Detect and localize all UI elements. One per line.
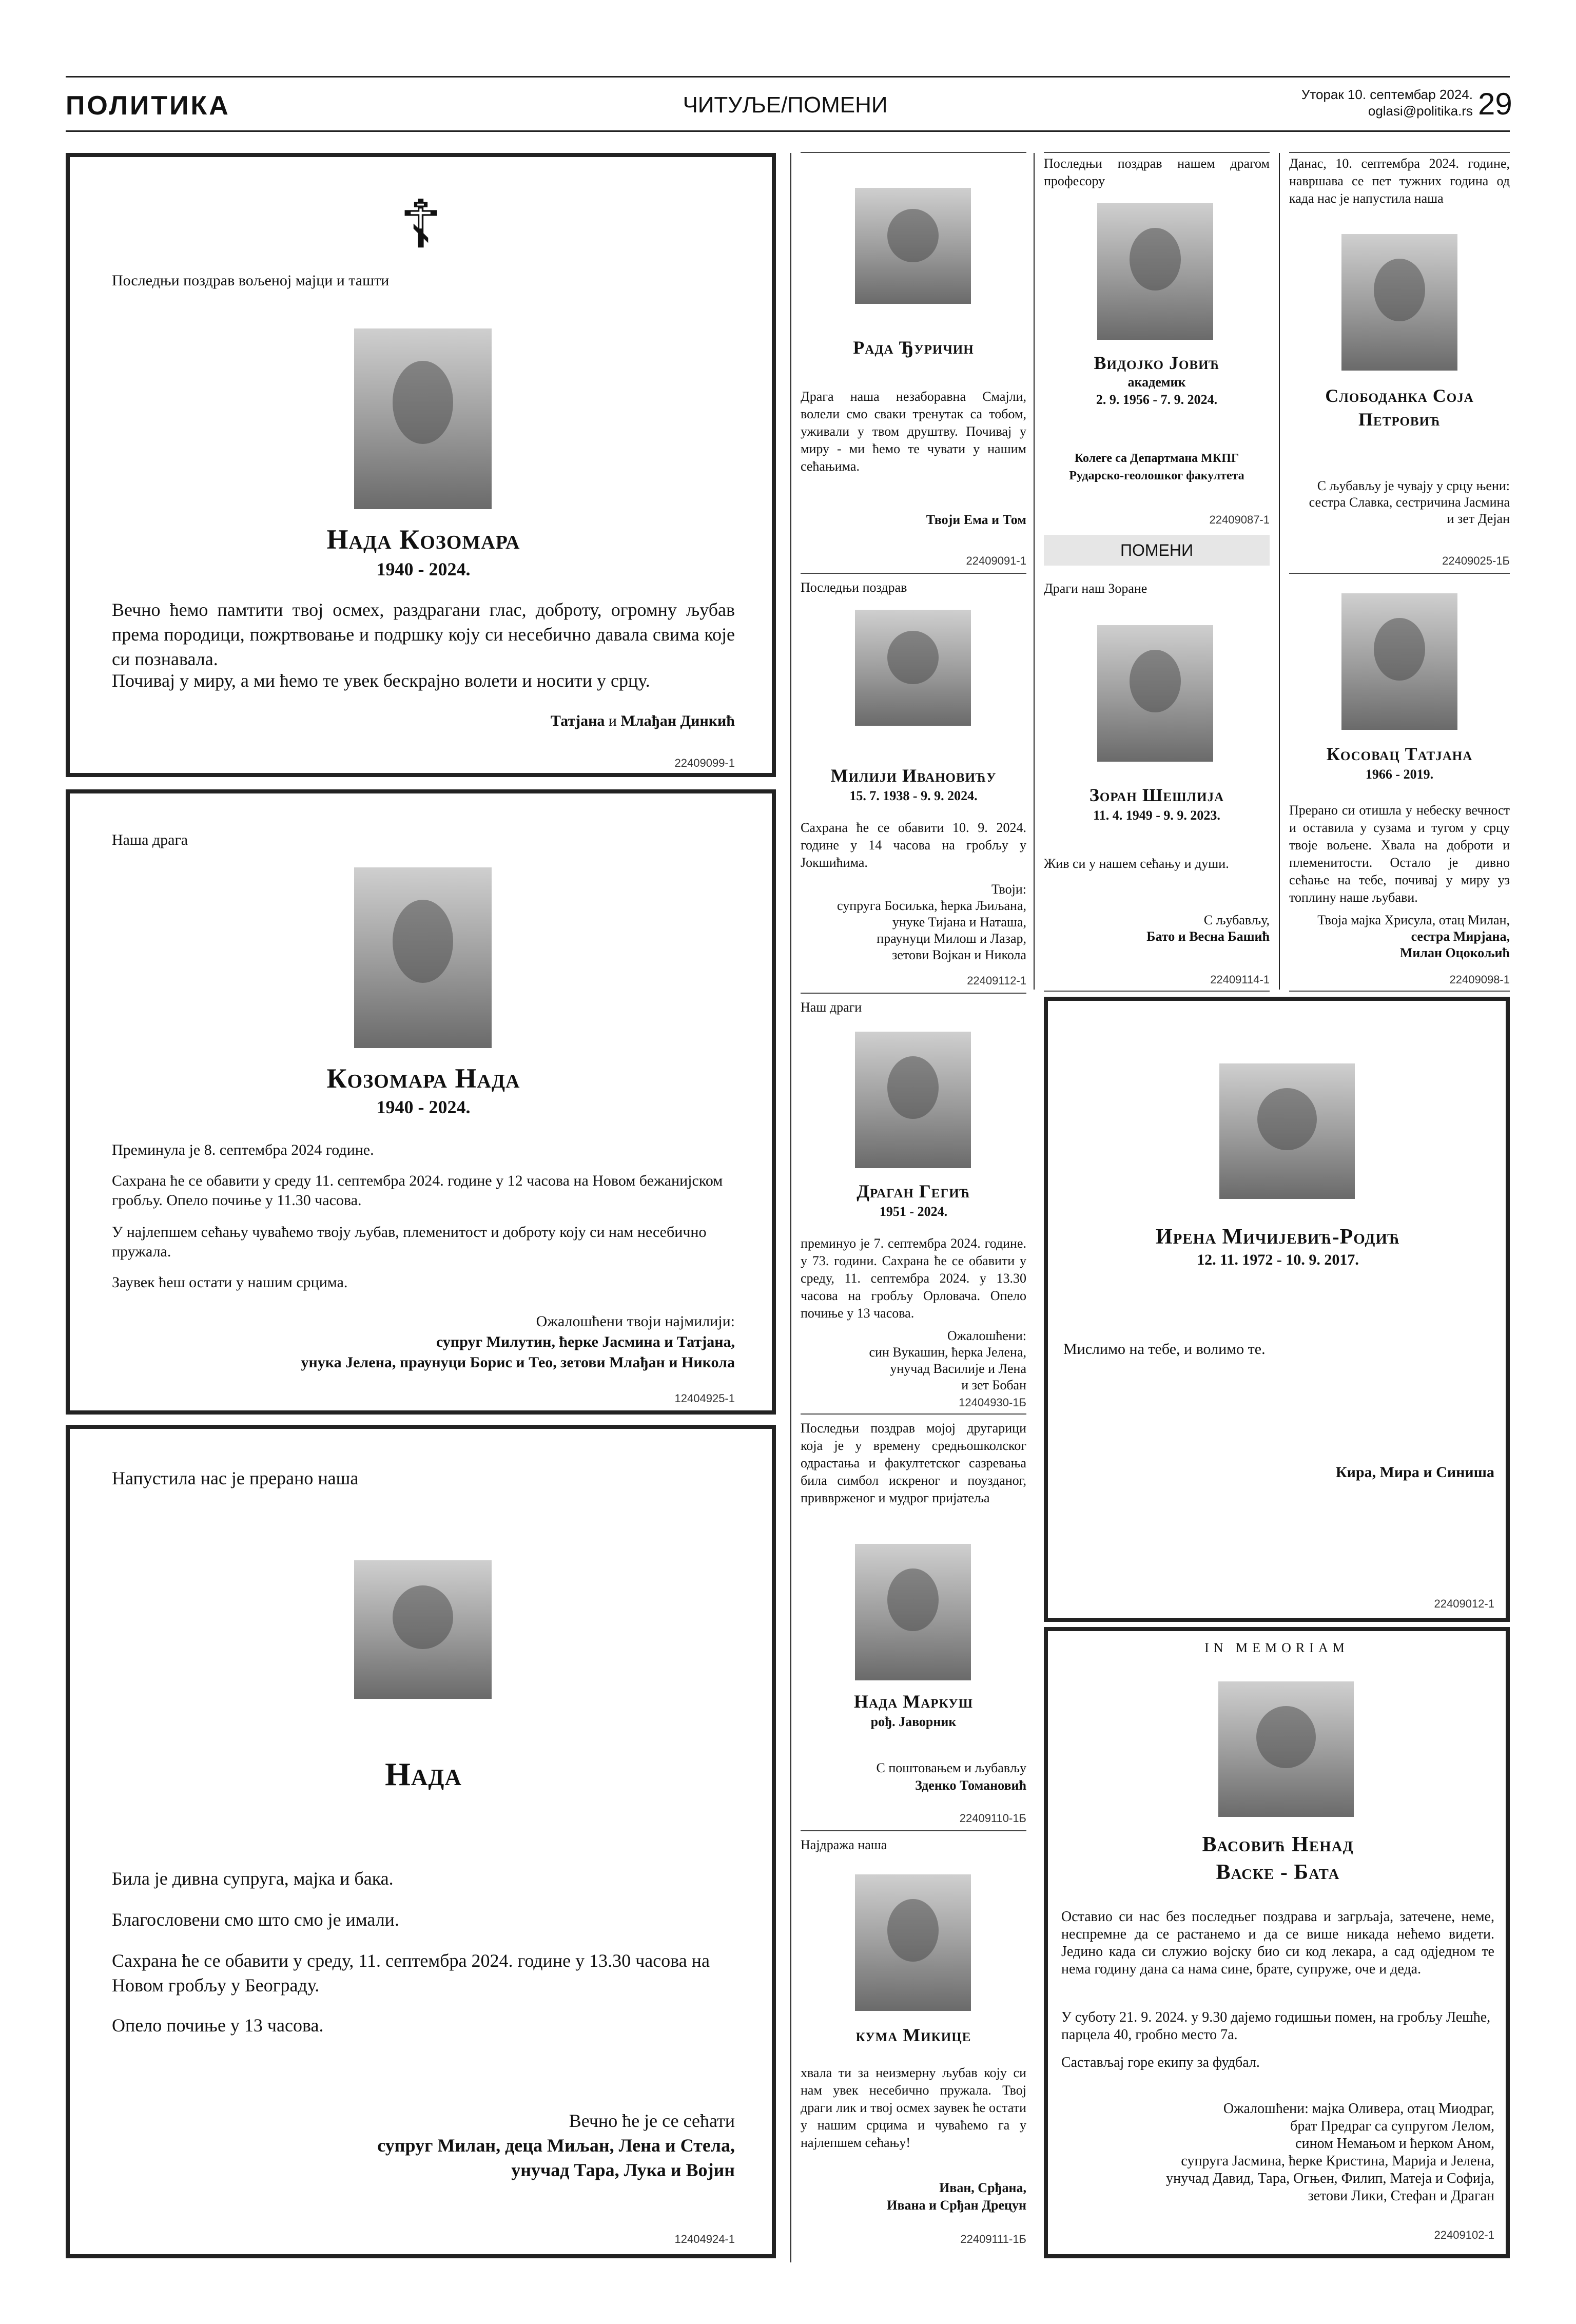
deceased-name: Нада Козомара [326, 524, 520, 555]
obituary-intro: Најдража наша [801, 1837, 887, 1852]
orthodox-cross-icon: ☦ [399, 188, 443, 262]
pomeni-section-label: ПОМЕНИ [1044, 535, 1270, 566]
life-years: 1940 - 2024. [376, 1097, 471, 1117]
ad-code: 22409087-1 [1209, 513, 1270, 526]
portrait-photo [855, 1874, 971, 2011]
ad-separator [1289, 152, 1510, 153]
obituary-text: Опело почиње у 13 часова. [112, 2015, 324, 2036]
signatories: Ожалошћени: мајка Оливера, отац Миодраг, [1223, 2101, 1494, 2117]
column-divider [790, 153, 791, 2262]
portrait-photo [1218, 1681, 1354, 1817]
signatories: супруг Милан, деца Миљан, Лена и Стела, [377, 2135, 735, 2156]
obituary-text: Била је дивна супруга, мајка и бака. [112, 1868, 394, 1889]
signatories: унуке Тијана и Наташа, [892, 915, 1026, 929]
ad-code: 22409025-1Б [1442, 554, 1510, 567]
signatories: унука Јелена, праунуци Борис и Тео, зетови Млађан и Никола [301, 1354, 735, 1371]
signatories: С поштовањем и љубављу [876, 1760, 1026, 1775]
obituary-text: Драга наша незаборавна Смајли, волели смо сваки тренутак са тобом, уживали у твом друштву. Почивај у миру - ми ћемо те чувати у нашим сећањима. [801, 389, 1026, 474]
deceased-name: Слободанка Соја [1325, 385, 1474, 406]
portrait-photo [1097, 625, 1213, 762]
ad-code: 22409012-1 [1434, 1597, 1494, 1610]
header-top-rule [66, 76, 1510, 78]
deceased-name: Милији Ивановићу [830, 765, 997, 786]
deceased-name: Козомара Нада [326, 1063, 520, 1094]
obituary-text: Оставио си нас без последњег поздрава и загрљаја, затечене, неме, неспремне да се растанемо и да се више никада нећемо видети. Једино када си служио војску био си код лекара, а сад одједном те нема годину дана са нама сине, брате, супруже, оче и деда. [1061, 1909, 1494, 1977]
deceased-name: Рада Ђуричин [853, 337, 974, 358]
signatories: Ивана и Срђан Дрецун [887, 2198, 1026, 2213]
page-number: 29 [1478, 87, 1512, 121]
obituary-text: Благословени смо што смо је имали. [112, 1909, 399, 1930]
portrait-photo [855, 1032, 971, 1168]
signatory-and: и [605, 712, 621, 729]
ad-code: 22409111-1Б [960, 2233, 1026, 2245]
signatories: Вечно ће је се сећати [569, 2110, 735, 2131]
obituary-intro: Наша драга [112, 831, 188, 848]
signatories: Милан Оцокољић [1399, 945, 1510, 960]
deceased-name: Васовић Ненад [1202, 1833, 1354, 1856]
section-title: ЧИТУЉЕ/ПОМЕНИ [683, 92, 888, 118]
obituary-text: Преминула је 8. септембра 2024 године. [112, 1141, 374, 1158]
portrait-photo [354, 867, 492, 1048]
portrait-photo [855, 188, 971, 304]
deceased-name: кума Микице [855, 2025, 971, 2045]
signatories: син Вукашин, ћерка Јелена, [869, 1345, 1026, 1360]
obituary-text: Сахрана ће се обавити у среду 11. септембра 2024. године у 12 часова на Новом бежанијском гробљу. Опело почиње у 11.30 часова. [112, 1172, 723, 1209]
signatories: супруга Босиљка, ћерка Љиљана, [837, 898, 1026, 913]
obituary-text: Састављај горе екипу за фудбал. [1061, 2055, 1260, 2070]
portrait-photo [354, 328, 492, 509]
obituary-intro: Напустила нас је прерано наша [112, 1468, 359, 1488]
issue-date: Уторак 10. септембар 2024. [1301, 87, 1473, 102]
signatories: Ожалошћени: [947, 1328, 1026, 1343]
portrait-photo [1097, 203, 1213, 340]
obituary-text: Мислимо на тебе, и волимо те. [1063, 1341, 1266, 1358]
signatories: сестра Славка, сестричина Јасмина [1309, 495, 1510, 510]
ad-separator [1044, 991, 1270, 992]
header-bottom-rule [66, 130, 1510, 132]
deceased-nickname: Васке - Бата [1216, 1861, 1340, 1884]
signatories: С љубављу је чувају у срцу њени: [1317, 478, 1510, 493]
ad-code: 12404930-1Б [959, 1396, 1026, 1409]
column-divider [1279, 153, 1280, 990]
signatory-name: Татјана [550, 712, 605, 729]
signatories: супруг Милутин, ћерке Јасмина и Татјана, [436, 1333, 735, 1350]
obituary-intro: Последњи поздрав мојој другарици која је у времену средњошколског одрастања и факултетског сазревања била симбол искреног и поузданог, привврженог и мудрог пријатеља [801, 1421, 1026, 1505]
signatories: Бато и Весна Башић [1146, 929, 1270, 944]
signatories: унучад Давид, Тара, Огњен, Филип, Матеја и Софија, [1166, 2171, 1494, 2186]
ad-separator [801, 573, 1026, 574]
life-years: 1951 - 2024. [879, 1204, 948, 1219]
obituary-intro: Наш драги [801, 1000, 862, 1015]
ad-separator [1044, 152, 1270, 153]
signatories: и зет Дејан [1447, 511, 1510, 526]
life-years: 15. 7. 1938 - 9. 9. 2024. [849, 788, 978, 803]
signatories: и зет Бобан [961, 1378, 1026, 1392]
deceased-name: Видојко Јовић [1094, 353, 1220, 373]
signatories: зетови Лики, Стефан и Драган [1308, 2188, 1494, 2204]
life-years: 11. 4. 1949 - 9. 9. 2023. [1093, 808, 1220, 823]
signatories: С љубављу, [1203, 913, 1270, 927]
contact-email: oglasi@politika.rs [1368, 103, 1473, 119]
deceased-title: академик [1127, 375, 1186, 390]
obituary-text: Почивај у миру, а ми ћемо те увек бескрајно волети и носити у срцу. [112, 670, 650, 691]
portrait-photo [855, 1544, 971, 1680]
obituary-intro: Последњи поздрав [801, 580, 907, 595]
obituary-text: Жив си у нашем сећању и души. [1044, 856, 1229, 871]
obituary-intro: Драги наш Зоране [1044, 581, 1147, 596]
signatories: супруга Јасмина, ћерке Кристина, Марија и Јелена, [1181, 2153, 1494, 2169]
column-divider [1034, 153, 1035, 990]
ad-separator [801, 1830, 1026, 1831]
obituary-text: Заувек ћеш остати у нашим срцима. [112, 1274, 348, 1291]
ad-separator [1289, 991, 1510, 992]
ad-code: 22409102-1 [1434, 2229, 1494, 2241]
obituary-text: Сахрана ће се обавити у среду, 11. септембра 2024. године у 13.30 часова на Новом гробљу у Београду. [112, 1950, 710, 1996]
obituary-text: У најлепшем сећању чуваћемо твоју љубав, племенитост и доброту коју си нам несебично пружала. [112, 1224, 707, 1260]
ad-code: 12404924-1 [674, 2233, 735, 2245]
life-years: 12. 11. 1972 - 10. 9. 2017. [1197, 1251, 1359, 1268]
obituary-intro: Данас, 10. септембра 2024. године, навршава се пет тужних година од када нас је напустила наша [1289, 156, 1510, 206]
signatories [112, 711, 735, 731]
signatories: унучад Тара, Лука и Војин [511, 2160, 735, 2180]
ad-code: 22409110-1Б [959, 1812, 1026, 1825]
signatories: зетови Војкан и Никола [892, 947, 1026, 962]
deceased-name: Ирена Мичијевић-Родић [1155, 1225, 1400, 1249]
ad-separator [1289, 573, 1510, 574]
obituary-intro: Последњи поздрав нашем драгом професору [1044, 156, 1270, 188]
ad-code: 22409114-1 [1210, 973, 1270, 986]
obituary-text: Прерано си отишла у небеску вечност и оставила у сузама и тугом у срцу твоје вољене. Хвала на доброти и племенитости. Остало је дивно сећање на тебе, почивај у миру уз топлину наше љубави. [1289, 803, 1510, 905]
ad-separator [801, 1413, 1026, 1415]
signatories: Твоји: [991, 882, 1026, 897]
life-years: 1940 - 2024. [376, 559, 471, 579]
maiden-name: рођ. Јаворник [870, 1714, 957, 1729]
deceased-name: Нада Маркуш [853, 1691, 974, 1712]
ad-separator [801, 152, 1026, 153]
signatories: праунуци Милош и Лазар, [877, 931, 1026, 946]
ad-separator [801, 993, 1026, 994]
obituary-text: хвала ти за неизмерну љубав коју си нам увек несебично пружала. Твој драги лик и твој осмех заувек ће остати у нашим срцима и чуваћемо га у најлепшем сећању! [801, 2065, 1026, 2150]
life-years: 1966 - 2019. [1365, 767, 1434, 782]
signatories: сестра Мирјана, [1411, 929, 1510, 944]
signatories: брат Предраг са супругом Лелом, [1290, 2118, 1494, 2134]
signatories: Иван, Срђана, [939, 2180, 1026, 2195]
signatories: Твоја мајка Хрисула, отац Милан, [1317, 913, 1510, 927]
signatories: Зденко Томановић [915, 1778, 1026, 1793]
portrait-photo [855, 610, 971, 726]
ad-code: 22409099-1 [674, 757, 735, 769]
signatories: Кира, Мира и Синиша [1335, 1464, 1494, 1481]
deceased-name: Зоран Шешлија [1089, 785, 1224, 805]
signatories: Твоји Ема и Том [926, 512, 1026, 527]
ad-code: 22409112-1 [967, 974, 1026, 987]
obituary-text: Вечно ћемо памтити твој осмех, раздрагани глас, доброту, огромну љубав према породици, пожртвовање и подршку коју си несебично давала свима које си познавала. [112, 599, 735, 669]
signatory-name: Млађан Динкић [620, 712, 735, 729]
deceased-name: Косовац Татјана [1326, 744, 1473, 764]
obituary-intro: Последњи поздрав вољеној мајци и ташти [112, 272, 390, 289]
life-years: 2. 9. 1956 - 7. 9. 2024. [1096, 392, 1218, 407]
signatories: сином Немањом и ћерком Аном, [1295, 2136, 1494, 2152]
portrait-photo [354, 1560, 492, 1699]
deceased-name: Нада [385, 1756, 462, 1792]
obituary-text: преминуо је 7. септембра 2024. године. у 73. години. Сахрана ће се обавити у среду, 11. септембра 2024. у 13.30 часова на гробљу Орловача. Опело почиње у 13 часова. [801, 1236, 1026, 1321]
deceased-name: Драган Гегић [857, 1181, 970, 1202]
signatories: Колеге са Департмана МКПГ [1074, 452, 1239, 465]
signatories: унучад Василије и Лена [890, 1361, 1026, 1376]
ad-code: 22409098-1 [1449, 973, 1510, 986]
portrait-photo [1341, 234, 1457, 371]
signatories: Ожалошћени твоји најмилији: [536, 1313, 735, 1330]
in-memoriam-kicker: IN MEMORIAM [1204, 1640, 1349, 1655]
portrait-photo [1219, 1063, 1355, 1199]
ad-code: 22409091-1 [966, 554, 1026, 567]
signatories: Рударско-геолошког факултета [1069, 469, 1244, 482]
obituary-text: У суботу 21. 9. 2024. у 9.30 дајемо годишњи помен, на гробљу Лешће, парцела 40, гробно место 7а. [1061, 2009, 1491, 2043]
ad-code: 12404925-1 [674, 1392, 735, 1405]
deceased-name: Петровић [1358, 409, 1441, 430]
obituary-text: Сахрана ће се обавити 10. 9. 2024. године у 14 часова на гробљу у Јокшићима. [801, 820, 1026, 870]
newspaper-logo: ПОЛИТИКА [66, 91, 230, 121]
portrait-photo [1341, 593, 1457, 730]
